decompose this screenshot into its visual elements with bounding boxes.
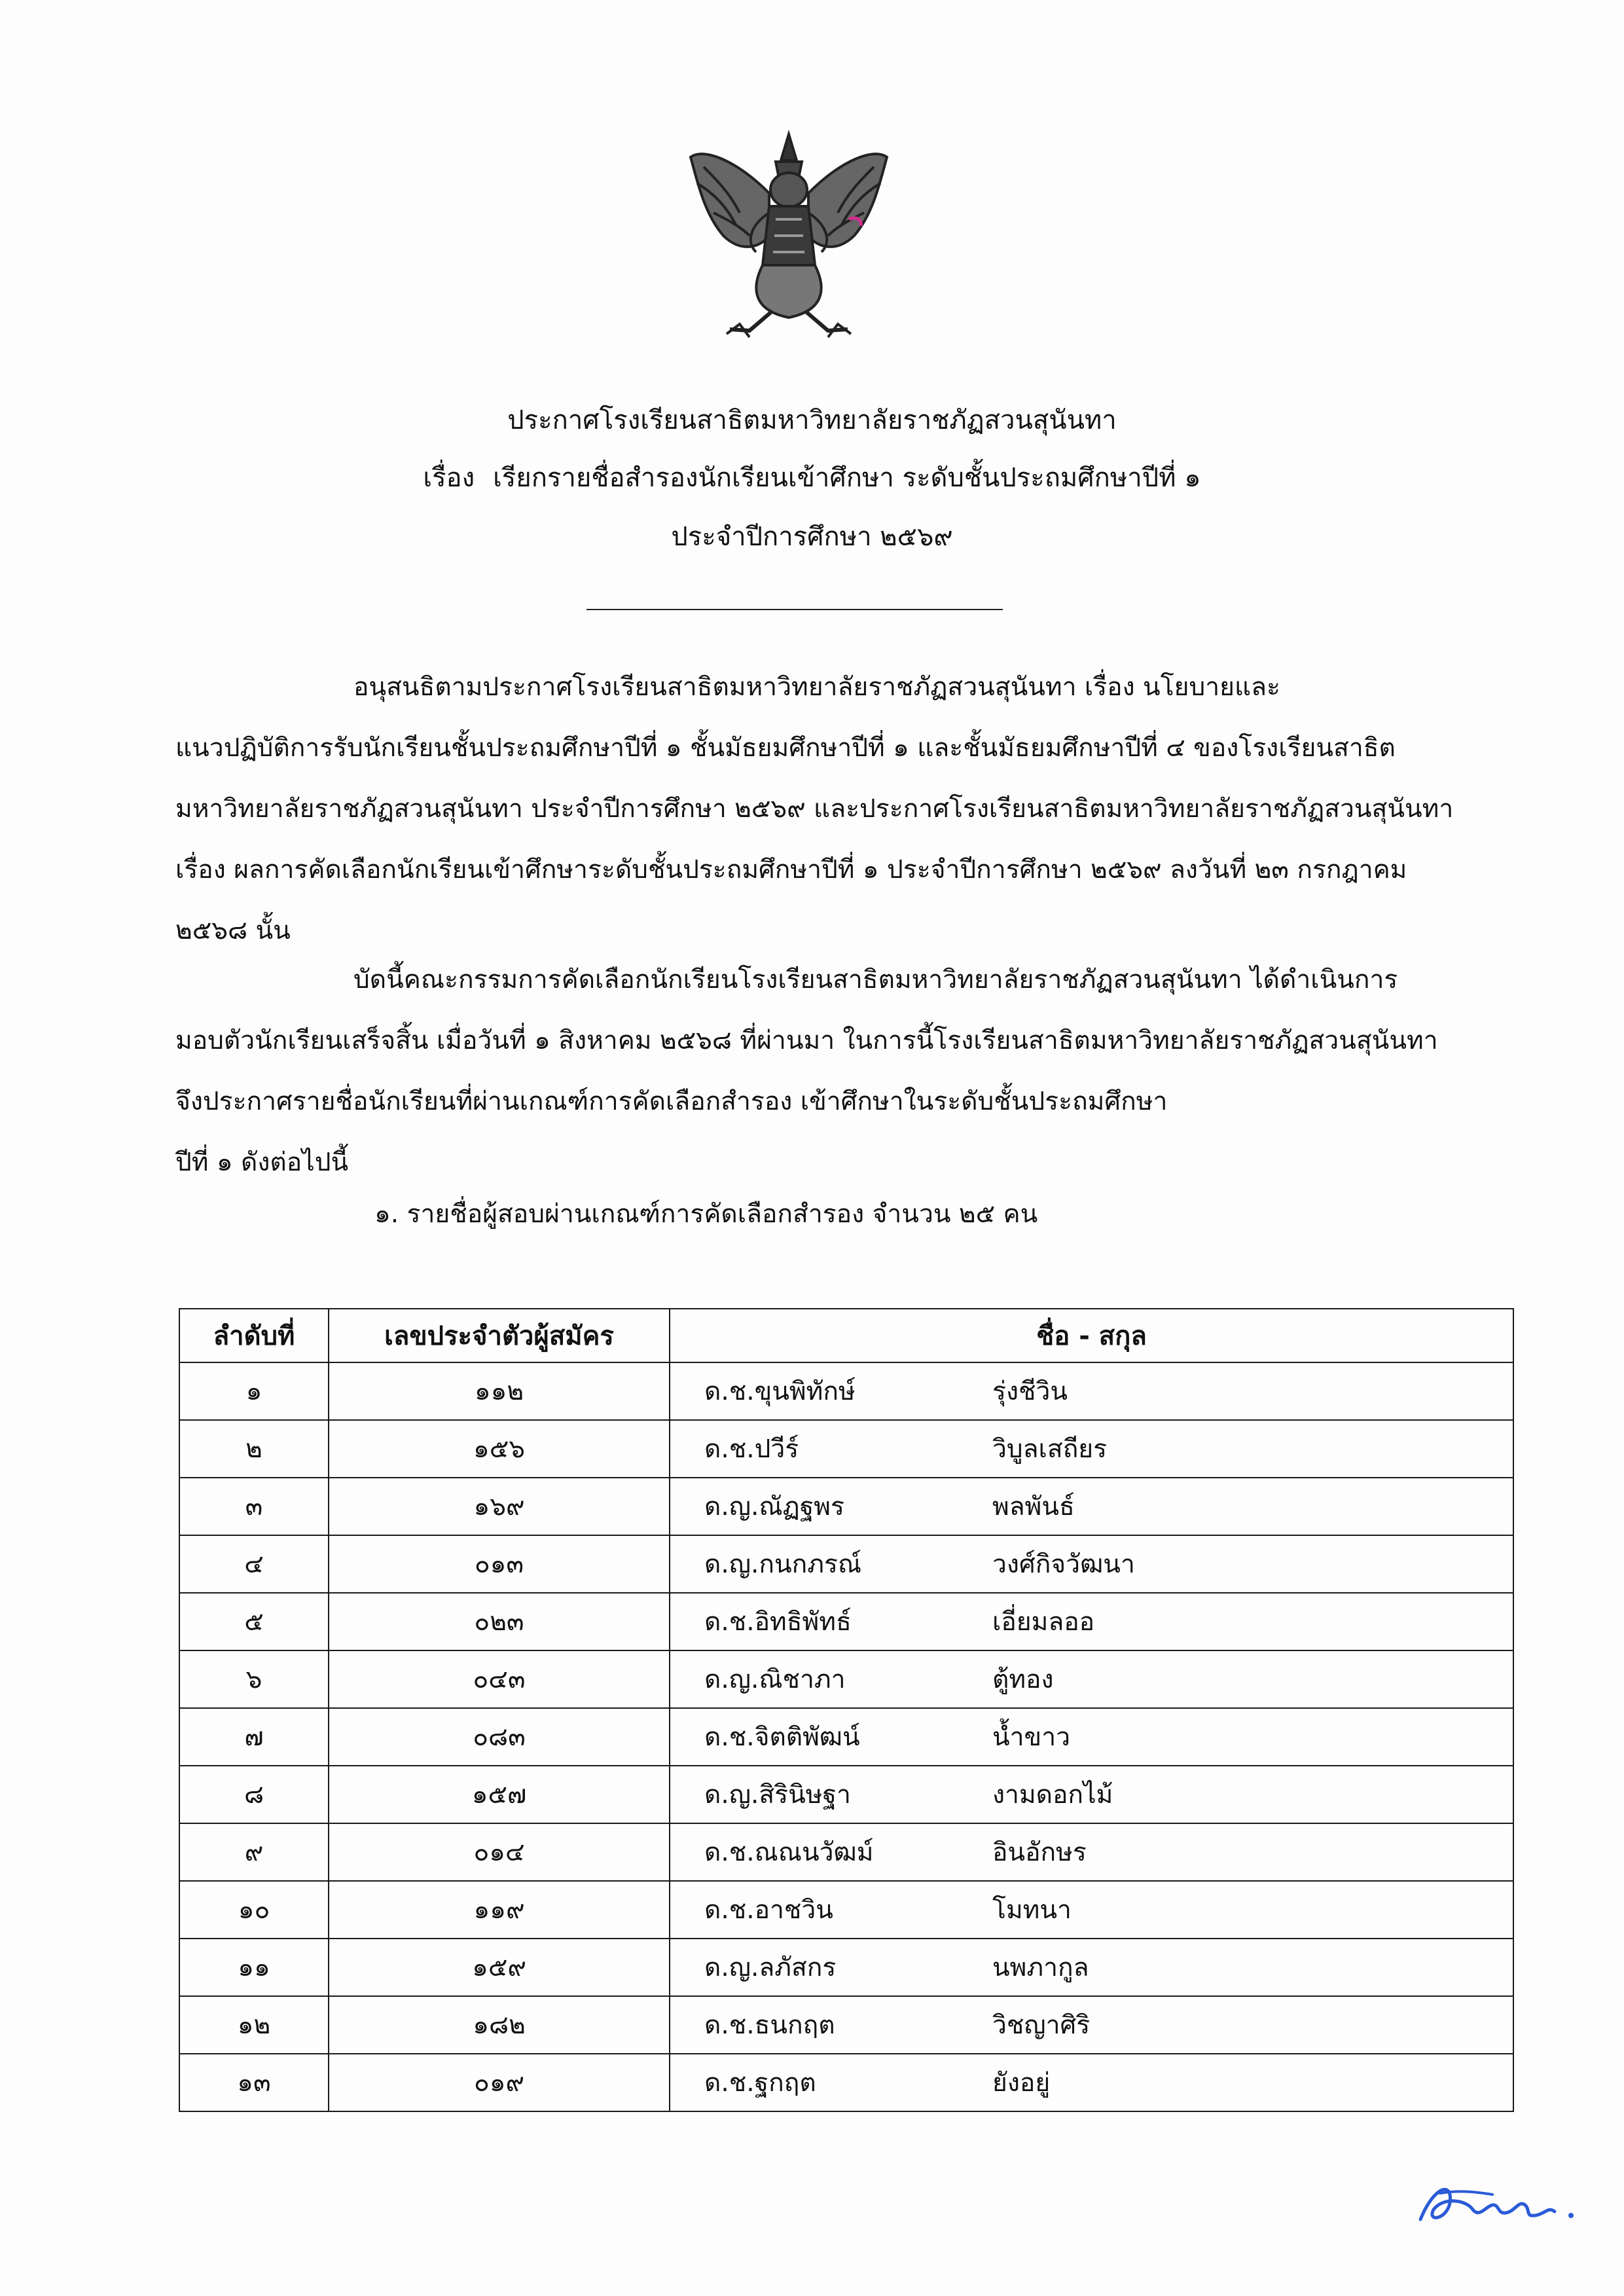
first-name: ด.ช.ธนกฤต xyxy=(704,2011,835,2040)
header-divider xyxy=(586,609,1003,610)
applicant-id-cell: ๐๑๔ xyxy=(329,1823,670,1881)
paragraph-line: ปีที่ ๑ ดังต่อไปนี้ xyxy=(175,1148,349,1177)
first-name: ด.ญ.ณัฏฐพร xyxy=(704,1492,844,1522)
table-row xyxy=(179,1362,1513,1420)
seq-cell: ๖ xyxy=(179,1650,329,1708)
subject-text: เรียกรายชื่อสำรองนักเรียนเข้าศึกษา ระดับชั้นประถมศึกษาปีที่ ๑ xyxy=(493,463,1201,493)
applicant-id-cell: ๑๖๙ xyxy=(329,1478,670,1535)
first-name: ด.ช.ฐกฤต xyxy=(704,2068,816,2098)
first-name: ด.ช.ปวีร์ xyxy=(704,1434,799,1464)
first-name: ด.ช.จิตติพัฒน์ xyxy=(704,1722,860,1752)
table-row xyxy=(179,1593,1513,1650)
table-row xyxy=(179,2054,1513,2111)
name-cell xyxy=(670,1939,1513,1996)
first-name: ด.ช.อิทธิพัทธ์ xyxy=(704,1607,852,1637)
table-row xyxy=(179,1420,1513,1478)
name-cell xyxy=(670,2054,1513,2111)
table-row xyxy=(179,1708,1513,1766)
seq-cell: ๒ xyxy=(179,1420,329,1478)
academic-year: ประจำปีการศึกษา ๒๕๖๙ xyxy=(671,522,953,552)
first-name: ด.ญ.ณิชาภา xyxy=(704,1665,846,1694)
table-body xyxy=(179,1362,1513,2111)
column-header-applicant-id: เลขประจำตัวผู้สมัคร xyxy=(329,1309,670,1362)
seq-cell: ๓ xyxy=(179,1478,329,1535)
first-name: ด.ญ.สิรินิษฐา xyxy=(704,1780,851,1810)
seq-cell: ๔ xyxy=(179,1535,329,1593)
name-cell xyxy=(670,1535,1513,1593)
table-row xyxy=(179,1535,1513,1593)
applicant-id-cell: ๑๕๖ xyxy=(329,1420,670,1478)
last-name: รุ่งชีวิน xyxy=(992,1377,1068,1406)
name-cell xyxy=(670,1766,1513,1823)
applicant-id-cell: ๑๕๗ xyxy=(329,1766,670,1823)
paragraph-line: เรื่อง ผลการคัดเลือกนักเรียนเข้าศึกษาระดับชั้นประถมศึกษาปีที่ ๑ ประจำปีการศึกษา ๒๕๖๙ ลงวันที่ ๒๓ กรกฎาคม xyxy=(175,855,1407,884)
seq-cell: ๗ xyxy=(179,1708,329,1766)
column-header-seq: ลำดับที่ xyxy=(179,1309,329,1362)
seq-cell: ๑๒ xyxy=(179,1996,329,2054)
last-name: วิชญาศิริ xyxy=(992,2011,1091,2040)
name-cell xyxy=(670,1823,1513,1881)
applicant-id-cell: ๑๑๒ xyxy=(329,1362,670,1420)
applicant-id-cell: ๑๘๒ xyxy=(329,1996,670,2054)
seq-cell: ๑๐ xyxy=(179,1881,329,1939)
paragraph-line: แนวปฏิบัติการรับนักเรียนชั้นประถมศึกษาปีที่ ๑ ชั้นมัธยมศึกษาปีที่ ๑ และชั้นมัธยมศึกษาปีที่ ๔ ของโรงเรียนสาธิต xyxy=(175,733,1396,763)
seq-cell: ๙ xyxy=(179,1823,329,1881)
paragraph-line: มหาวิทยาลัยราชภัฏสวนสุนันทา ประจำปีการศึกษา ๒๕๖๙ และประกาศโรงเรียนสาธิตมหาวิทยาลัยราชภัฏสวนสุนันทา xyxy=(175,794,1454,824)
seq-cell: ๑ xyxy=(179,1362,329,1420)
paragraph-line: มอบตัวนักเรียนเสร็จสิ้น เมื่อวันที่ ๑ สิงหาคม ๒๕๖๘ ที่ผ่านมา ในการนี้โรงเรียนสาธิตมหาวิทยาลัยราชภัฏสวนสุนันทา xyxy=(175,1026,1438,1055)
garuda-emblem-icon xyxy=(677,121,900,347)
applicant-id-cell: ๐๒๓ xyxy=(329,1593,670,1650)
last-name: งามดอกไม้ xyxy=(992,1780,1113,1810)
last-name: วงศ์กิจวัฒนา xyxy=(992,1550,1135,1579)
first-name: ด.ญ.ลภัสกร xyxy=(704,1953,837,1982)
last-name: วิบูลเสถียร xyxy=(992,1434,1108,1464)
first-name: ด.ช.ขุนพิทักษ์ xyxy=(704,1377,856,1406)
seq-cell: ๑๑ xyxy=(179,1939,329,1996)
last-name: เอี่ยมลออ xyxy=(992,1607,1095,1637)
handwritten-signature-icon xyxy=(1414,2174,1584,2232)
first-name: ด.ช.ณณนวัฒม์ xyxy=(704,1838,874,1867)
applicant-id-cell: ๑๑๙ xyxy=(329,1881,670,1939)
paragraph-line: อนุสนธิตามประกาศโรงเรียนสาธิตมหาวิทยาลัยราชภัฏสวนสุนันทา เรื่อง นโยบายและ xyxy=(353,672,1280,702)
last-name: ยังอยู่ xyxy=(992,2068,1051,2098)
applicant-id-cell: ๐๑๓ xyxy=(329,1535,670,1593)
applicant-id-cell: ๐๔๓ xyxy=(329,1650,670,1708)
announcement-subject xyxy=(0,458,1624,498)
paragraph-2 xyxy=(175,949,1471,1193)
subject-label: เรื่อง xyxy=(423,463,475,493)
name-cell xyxy=(670,1650,1513,1708)
applicant-id-cell: ๑๕๙ xyxy=(329,1939,670,1996)
list-intro: ๑. รายชื่อผู้สอบผ่านเกณฑ์การคัดเลือกสำรอง จำนวน ๒๕ คน xyxy=(374,1199,1038,1229)
last-name: นพภากูล xyxy=(992,1953,1089,1982)
paragraph-line: ๒๕๖๘ นั้น xyxy=(175,916,291,945)
table-row xyxy=(179,1939,1513,1996)
name-cell xyxy=(670,1593,1513,1650)
reserve-student-table xyxy=(179,1308,1514,2112)
name-cell xyxy=(670,1362,1513,1420)
last-name: พลพันธ์ xyxy=(992,1492,1075,1522)
paragraph-line: บัดนี้คณะกรรมการคัดเลือกนักเรียนโรงเรียนสาธิตมหาวิทยาลัยราชภัฏสวนสุนันทา ได้ดำเนินการ xyxy=(353,965,1398,994)
applicant-id-cell: ๐๑๙ xyxy=(329,2054,670,2111)
name-cell xyxy=(670,1996,1513,2054)
table-row xyxy=(179,1823,1513,1881)
applicant-id-cell: ๐๘๓ xyxy=(329,1708,670,1766)
table-row xyxy=(179,1766,1513,1823)
last-name: ตู้ทอง xyxy=(992,1665,1054,1694)
seq-cell: ๘ xyxy=(179,1766,329,1823)
table-row xyxy=(179,1881,1513,1939)
paragraph-line: จึงประกาศรายชื่อนักเรียนที่ผ่านเกณฑ์การคัดเลือกสำรอง เข้าศึกษาในระดับชั้นประถมศึกษา xyxy=(175,1087,1168,1116)
name-cell xyxy=(670,1708,1513,1766)
last-name: น้ำขาว xyxy=(992,1722,1071,1752)
seq-cell: ๑๓ xyxy=(179,2054,329,2111)
table-row xyxy=(179,1650,1513,1708)
name-cell xyxy=(670,1881,1513,1939)
seq-cell: ๕ xyxy=(179,1593,329,1650)
announcement-title: ประกาศโรงเรียนสาธิตมหาวิทยาลัยราชภัฏสวนสุนันทา xyxy=(507,405,1117,435)
name-cell xyxy=(670,1420,1513,1478)
table-header-row xyxy=(179,1309,1513,1362)
table-row xyxy=(179,1996,1513,2054)
first-name: ด.ญ.กนกภรณ์ xyxy=(704,1550,862,1579)
paragraph-1 xyxy=(175,657,1471,961)
last-name: อินอักษร xyxy=(992,1838,1087,1867)
first-name: ด.ช.อาชวิน xyxy=(704,1895,833,1925)
table-row xyxy=(179,1478,1513,1535)
column-header-name: ชื่อ - สกุล xyxy=(670,1309,1513,1362)
last-name: โมทนา xyxy=(992,1895,1072,1925)
name-cell xyxy=(670,1478,1513,1535)
